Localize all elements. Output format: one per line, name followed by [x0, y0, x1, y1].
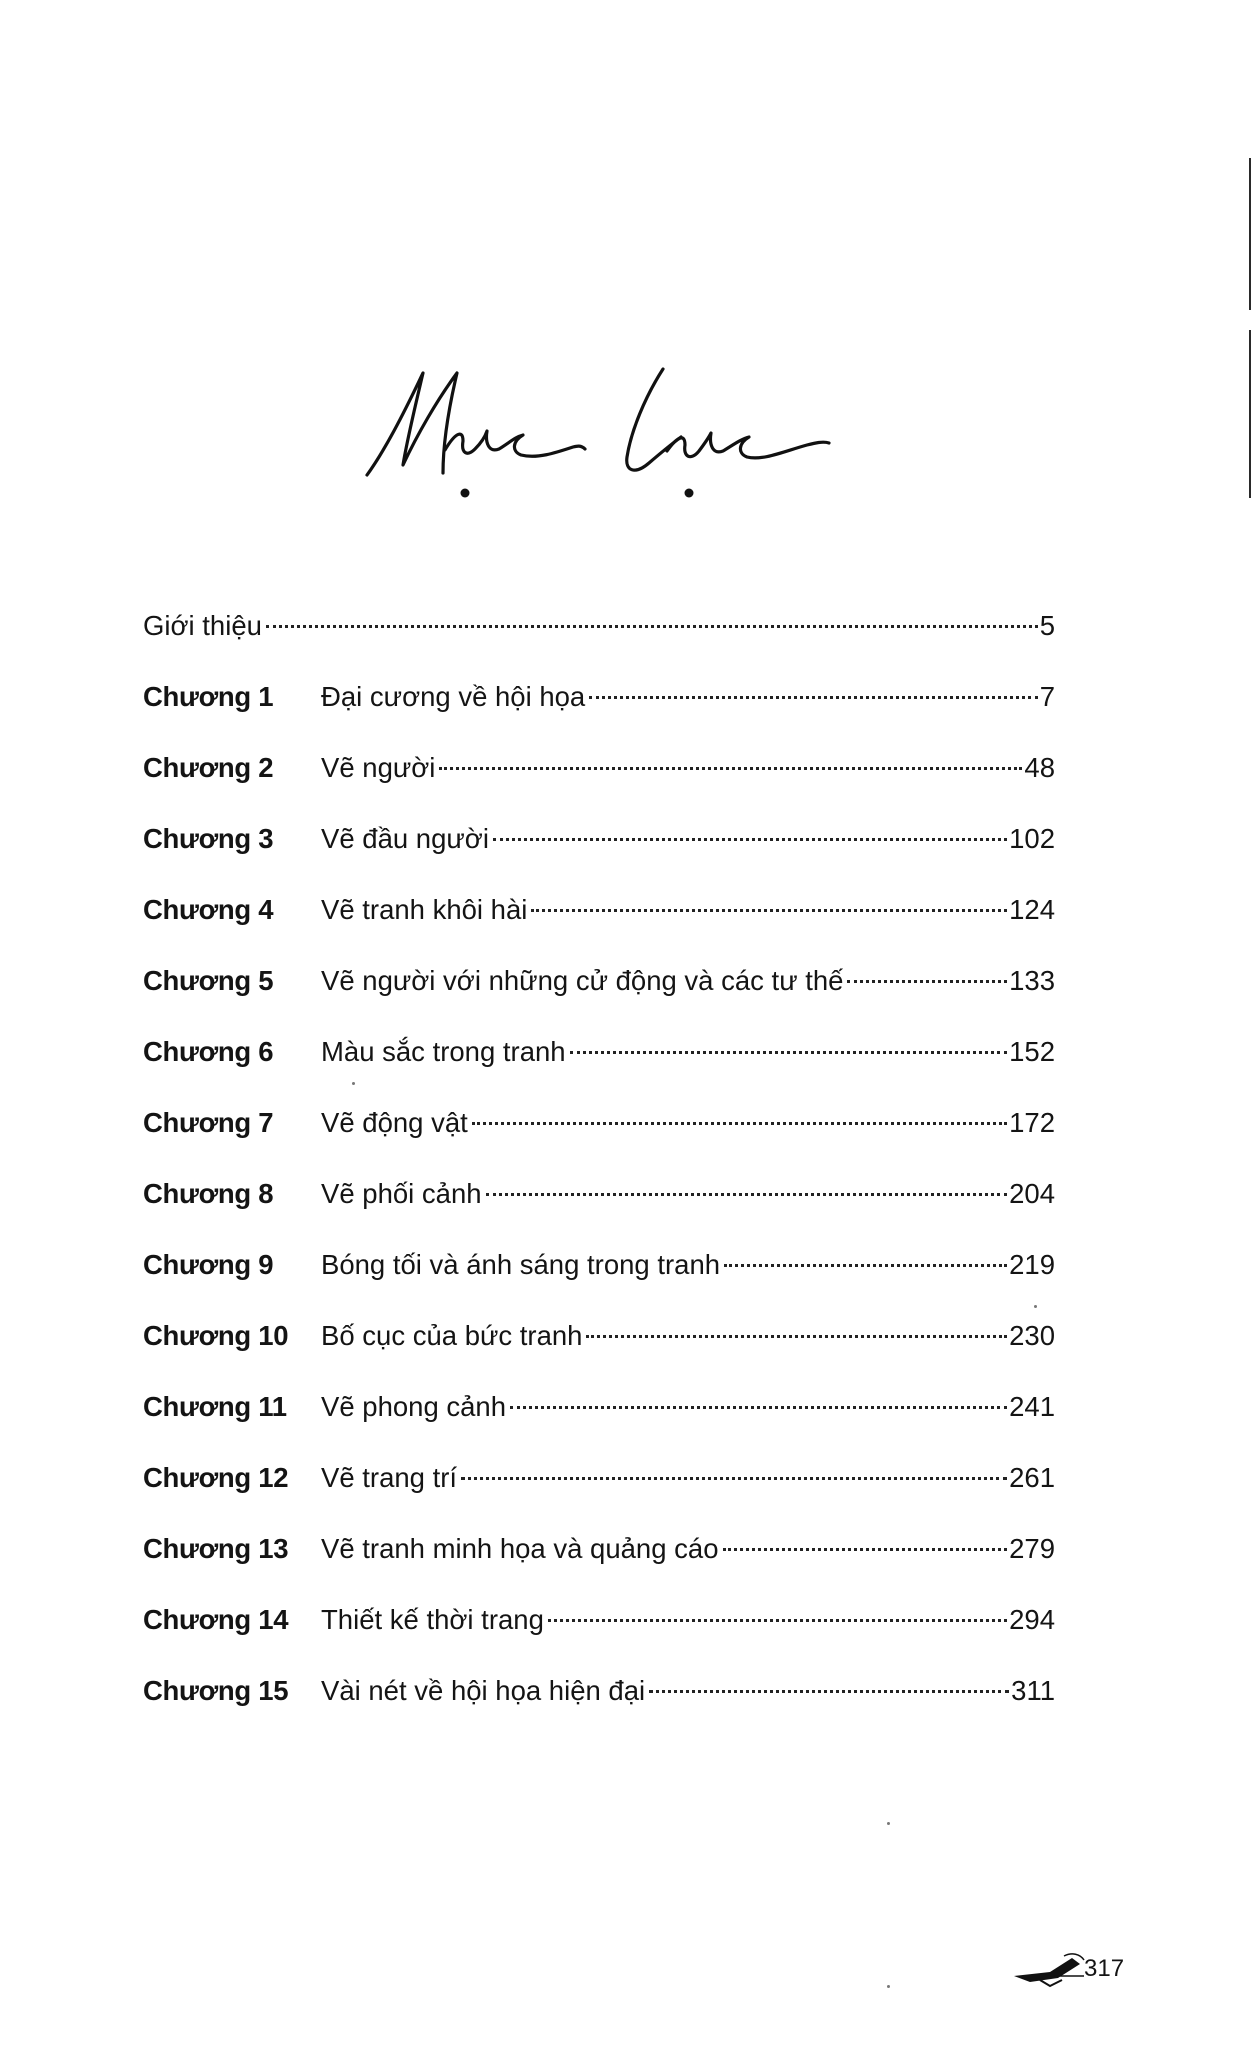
page-footer	[1010, 1950, 1130, 1990]
dot-leader	[266, 625, 1038, 628]
toc-entry	[321, 746, 1055, 790]
toc-row	[143, 1669, 1055, 1713]
footer-page-number: 317	[1084, 1955, 1125, 1982]
toc-entry	[321, 1385, 1055, 1429]
chapter-number: Chương 9	[143, 1249, 274, 1280]
toc-page-number: 7	[1039, 681, 1055, 712]
toc-row	[143, 746, 1055, 790]
pen-nib-icon	[1010, 1950, 1086, 1990]
toc-entry-title: Bóng tối và ánh sáng trong tranh	[321, 1249, 721, 1280]
toc-page-number: 152	[1009, 1036, 1055, 1067]
toc-entry	[321, 1598, 1055, 1642]
chapter-number: Chương 8	[143, 1178, 274, 1209]
dot-leader	[589, 696, 1037, 699]
toc-entry-title: Bố cục của bức tranh	[321, 1320, 583, 1351]
toc-entry	[321, 1030, 1055, 1074]
chapter-number: Chương 15	[143, 1675, 289, 1706]
toc-entry-title: Vẽ phong cảnh	[321, 1391, 507, 1422]
toc-entry-title: Vẽ động vật	[321, 1107, 468, 1138]
toc-entry	[143, 604, 1055, 648]
chapter-number: Chương 4	[143, 894, 274, 925]
toc-entry	[321, 1243, 1055, 1287]
toc-row	[143, 1385, 1055, 1429]
toc-entry-title: Vẽ tranh khôi hài	[321, 894, 528, 925]
toc-entry-title: Vẽ người	[321, 752, 436, 783]
toc-page-number: 133	[1009, 965, 1055, 996]
toc-row	[143, 1243, 1055, 1287]
page-edge-line	[1249, 330, 1251, 498]
dot-leader	[472, 1122, 1007, 1125]
toc-entry	[321, 888, 1055, 932]
toc-page-number: 102	[1009, 823, 1055, 854]
toc-entry-title: Vẽ người với những cử động và các tư thế	[321, 965, 844, 996]
toc-entry	[321, 1314, 1055, 1358]
dot-leader	[649, 1690, 1009, 1693]
scan-speck	[887, 1822, 890, 1825]
chapter-number: Chương 3	[143, 823, 274, 854]
toc-entry-title: Giới thiệu	[143, 610, 262, 641]
dot-leader	[510, 1406, 1007, 1409]
dot-leader	[847, 980, 1007, 983]
toc-page-number: 48	[1024, 752, 1055, 783]
toc-entry	[321, 817, 1055, 861]
dot-leader	[439, 767, 1022, 770]
dot-leader	[724, 1264, 1007, 1267]
scan-speck	[1034, 1305, 1037, 1308]
dot-leader	[486, 1193, 1008, 1196]
toc-row	[143, 1101, 1055, 1145]
chapter-number: Chương 11	[143, 1391, 287, 1422]
toc-row	[143, 675, 1055, 719]
toc-page-number: 172	[1009, 1107, 1055, 1138]
toc-entry	[321, 675, 1055, 719]
toc-entry-title: Vẽ đầu người	[321, 823, 489, 854]
toc-page-number: 261	[1009, 1462, 1055, 1493]
toc-row	[143, 1030, 1055, 1074]
handwritten-title-graphic	[345, 345, 865, 515]
toc-page-number: 230	[1009, 1320, 1055, 1351]
toc-entry	[321, 1669, 1055, 1713]
toc-entry	[321, 1527, 1055, 1571]
toc-entry	[321, 959, 1055, 1003]
toc-row	[143, 959, 1055, 1003]
toc-page-number: 219	[1009, 1249, 1055, 1280]
toc-entry	[321, 1101, 1055, 1145]
toc-entry-title: Thiết kế thời trang	[321, 1604, 544, 1635]
toc-entry-title: Đại cương về hội họa	[321, 681, 586, 712]
toc-row	[143, 604, 1055, 648]
toc-row	[143, 1172, 1055, 1216]
chapter-number: Chương 7	[143, 1107, 274, 1138]
toc-page-number: 124	[1009, 894, 1055, 925]
chapter-number: Chương 2	[143, 752, 274, 783]
dot-leader	[586, 1335, 1007, 1338]
chapter-number: Chương 12	[143, 1462, 289, 1493]
toc-page-number: 204	[1009, 1178, 1055, 1209]
toc-row	[143, 1598, 1055, 1642]
chapter-number: Chương 13	[143, 1533, 289, 1564]
toc-page-number: 5	[1039, 610, 1055, 641]
toc-row	[143, 1527, 1055, 1571]
toc-row	[143, 1314, 1055, 1358]
toc-entry	[321, 1172, 1055, 1216]
toc-page-number: 241	[1009, 1391, 1055, 1422]
toc-page-number: 294	[1009, 1604, 1055, 1635]
page-title	[345, 345, 865, 515]
chapter-number: Chương 1	[143, 681, 274, 712]
toc-entry	[321, 1456, 1055, 1500]
chapter-number: Chương 14	[143, 1604, 289, 1635]
toc-row	[143, 817, 1055, 861]
toc-page-number: 279	[1009, 1533, 1055, 1564]
scan-speck	[352, 1082, 355, 1085]
dot-leader	[723, 1548, 1008, 1551]
dot-leader	[493, 838, 1007, 841]
toc-entry-title: Vẽ phối cảnh	[321, 1178, 482, 1209]
toc-row	[143, 888, 1055, 932]
toc-entry-title: Vẽ trang trí	[321, 1462, 458, 1493]
dot-leader	[570, 1051, 1008, 1054]
chapter-number: Chương 10	[143, 1320, 289, 1351]
scan-speck	[887, 1985, 890, 1988]
dot-leader	[531, 909, 1007, 912]
toc-entry-title: Vẽ tranh minh họa và quảng cáo	[321, 1533, 719, 1564]
dot-leader	[461, 1477, 1007, 1480]
chapter-number: Chương 5	[143, 965, 274, 996]
page-edge-line	[1249, 158, 1251, 310]
dot-leader	[548, 1619, 1007, 1622]
toc-entry-title: Màu sắc trong tranh	[321, 1036, 566, 1067]
toc-entry-title: Vài nét về hội họa hiện đại	[321, 1675, 646, 1706]
toc-page-number: 311	[1011, 1675, 1055, 1706]
toc-row	[143, 1456, 1055, 1500]
chapter-number: Chương 6	[143, 1036, 274, 1067]
